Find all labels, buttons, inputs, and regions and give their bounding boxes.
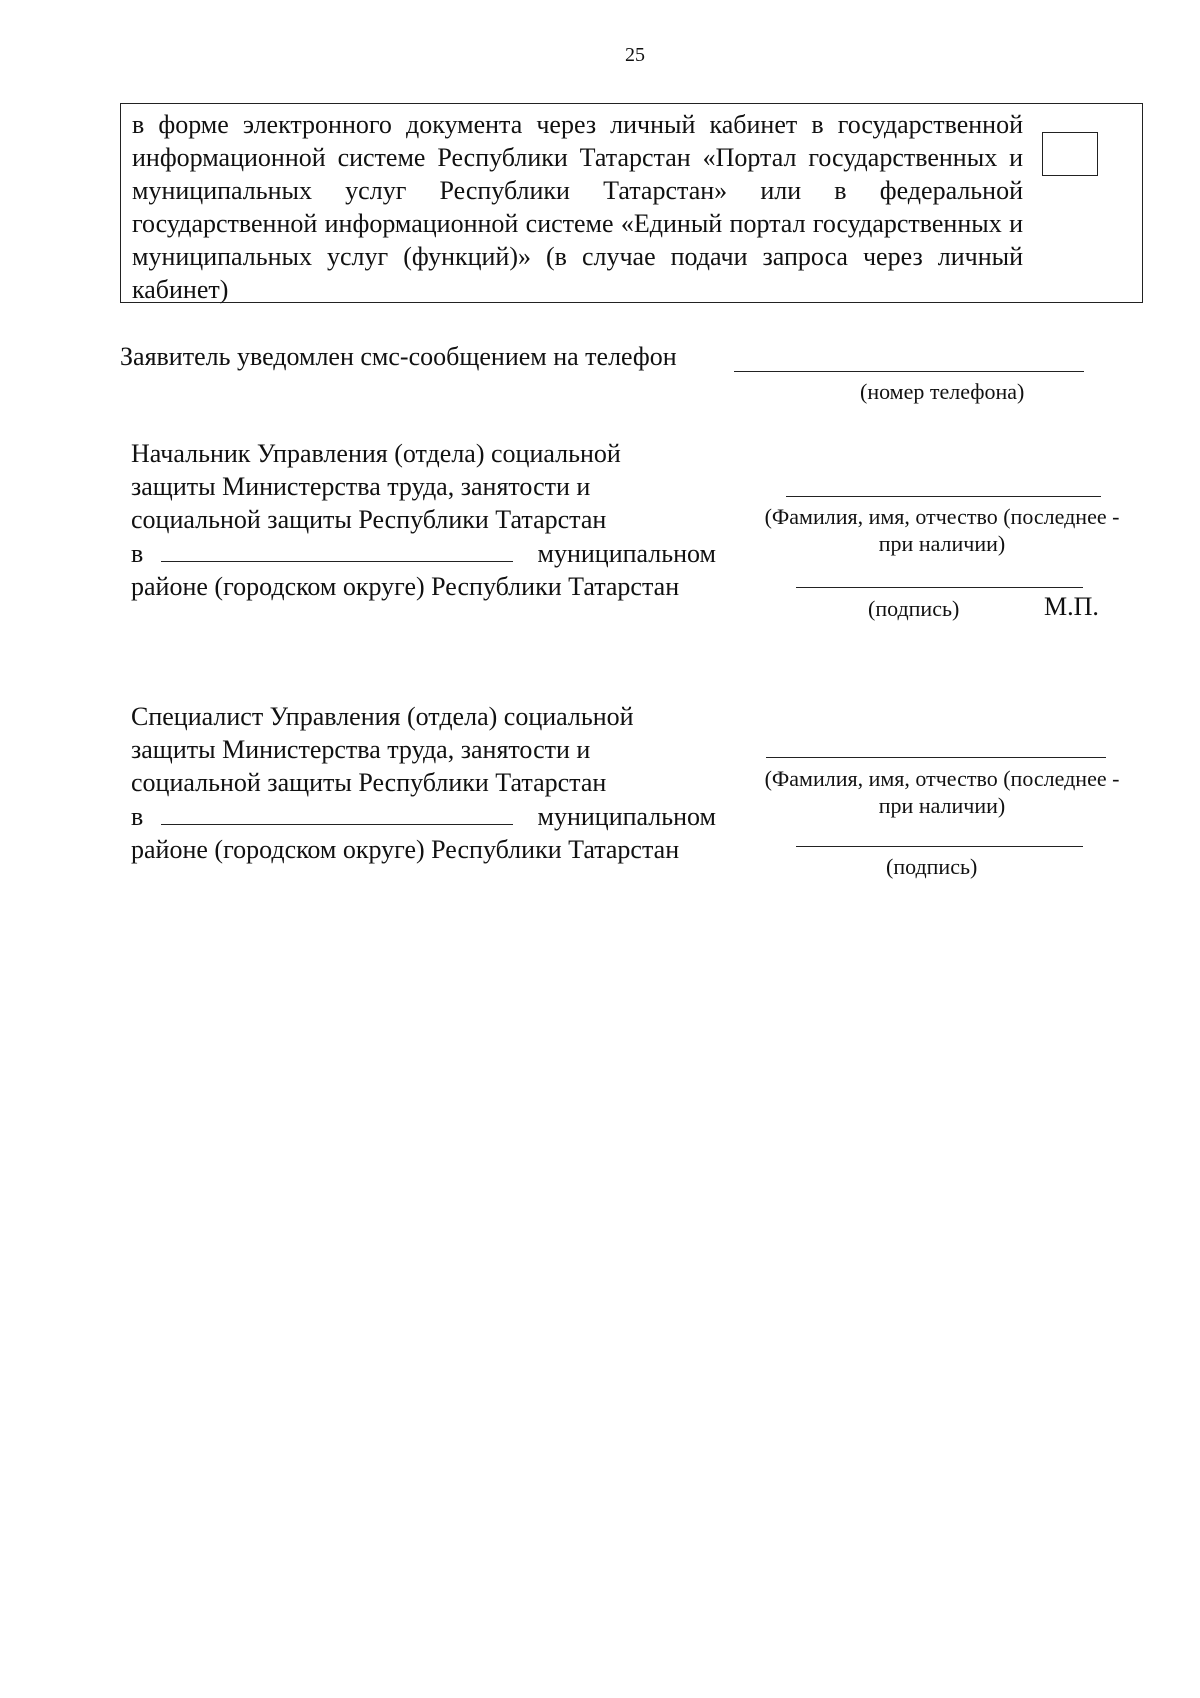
phone-number-caption: (номер телефона) bbox=[860, 379, 1025, 404]
head-district-line bbox=[131, 536, 716, 570]
head-district-suffix: муниципальном bbox=[537, 539, 716, 568]
head-position-line-2: защиты Министерства труда, занятости и bbox=[131, 472, 591, 501]
specialist-position-tail: районе (городском округе) Республики Татарстан bbox=[131, 835, 680, 864]
head-position-line-1: Начальник Управления (отдела) социальной bbox=[131, 439, 621, 468]
specialist-position-line-2: защиты Министерства труда, занятости и bbox=[131, 735, 591, 764]
specialist-full-name-field[interactable] bbox=[766, 757, 1106, 758]
specialist-signature-field[interactable] bbox=[796, 846, 1083, 847]
sms-notification-label: Заявитель уведомлен смс-сообщением на телефон bbox=[120, 342, 677, 371]
head-signature-field[interactable] bbox=[796, 587, 1083, 588]
specialist-district-field[interactable] bbox=[161, 799, 513, 825]
head-full-name-caption-2: при наличии) bbox=[878, 531, 1006, 556]
stamp-label: М.П. bbox=[1044, 592, 1099, 621]
delivery-option-checkbox[interactable] bbox=[1042, 132, 1098, 176]
head-signature-caption: (подпись) bbox=[868, 596, 960, 621]
head-district-field[interactable] bbox=[161, 536, 513, 562]
specialist-position-line-3: социальной защиты Республики Татарстан bbox=[131, 768, 607, 797]
head-position-line-3: социальной защиты Республики Татарстан bbox=[131, 505, 607, 534]
delivery-option-row bbox=[120, 103, 1143, 303]
specialist-full-name-caption-2: при наличии) bbox=[878, 793, 1006, 818]
specialist-signature-caption: (подпись) bbox=[886, 854, 978, 879]
specialist-position-block bbox=[131, 700, 716, 866]
head-district-prefix: в bbox=[131, 539, 144, 568]
head-full-name-caption-1: (Фамилия, имя, отчество (последнее - bbox=[764, 504, 1120, 529]
specialist-district-line bbox=[131, 799, 716, 833]
delivery-option-text: в форме электронного документа через личный кабинет в государственной информационной системе Республики Татарстан «Портал государственных и муниципальных услуг Республики Татарстан» или в федеральной государственной информационной системе «Единый портал государственных и муниципальных услуг (функций)» (в случае подачи запроса через личный кабинет) bbox=[132, 110, 1023, 304]
head-position-block bbox=[131, 437, 716, 603]
specialist-district-suffix: муниципальном bbox=[537, 802, 716, 831]
phone-number-field[interactable] bbox=[734, 371, 1084, 372]
specialist-position-line-1: Специалист Управления (отдела) социальной bbox=[131, 702, 634, 731]
specialist-full-name-caption-1: (Фамилия, имя, отчество (последнее - bbox=[764, 766, 1120, 791]
head-full-name-field[interactable] bbox=[786, 496, 1101, 497]
head-position-tail: районе (городском округе) Республики Татарстан bbox=[131, 572, 680, 601]
specialist-district-prefix: в bbox=[131, 802, 144, 831]
page-number: 25 bbox=[625, 44, 645, 66]
